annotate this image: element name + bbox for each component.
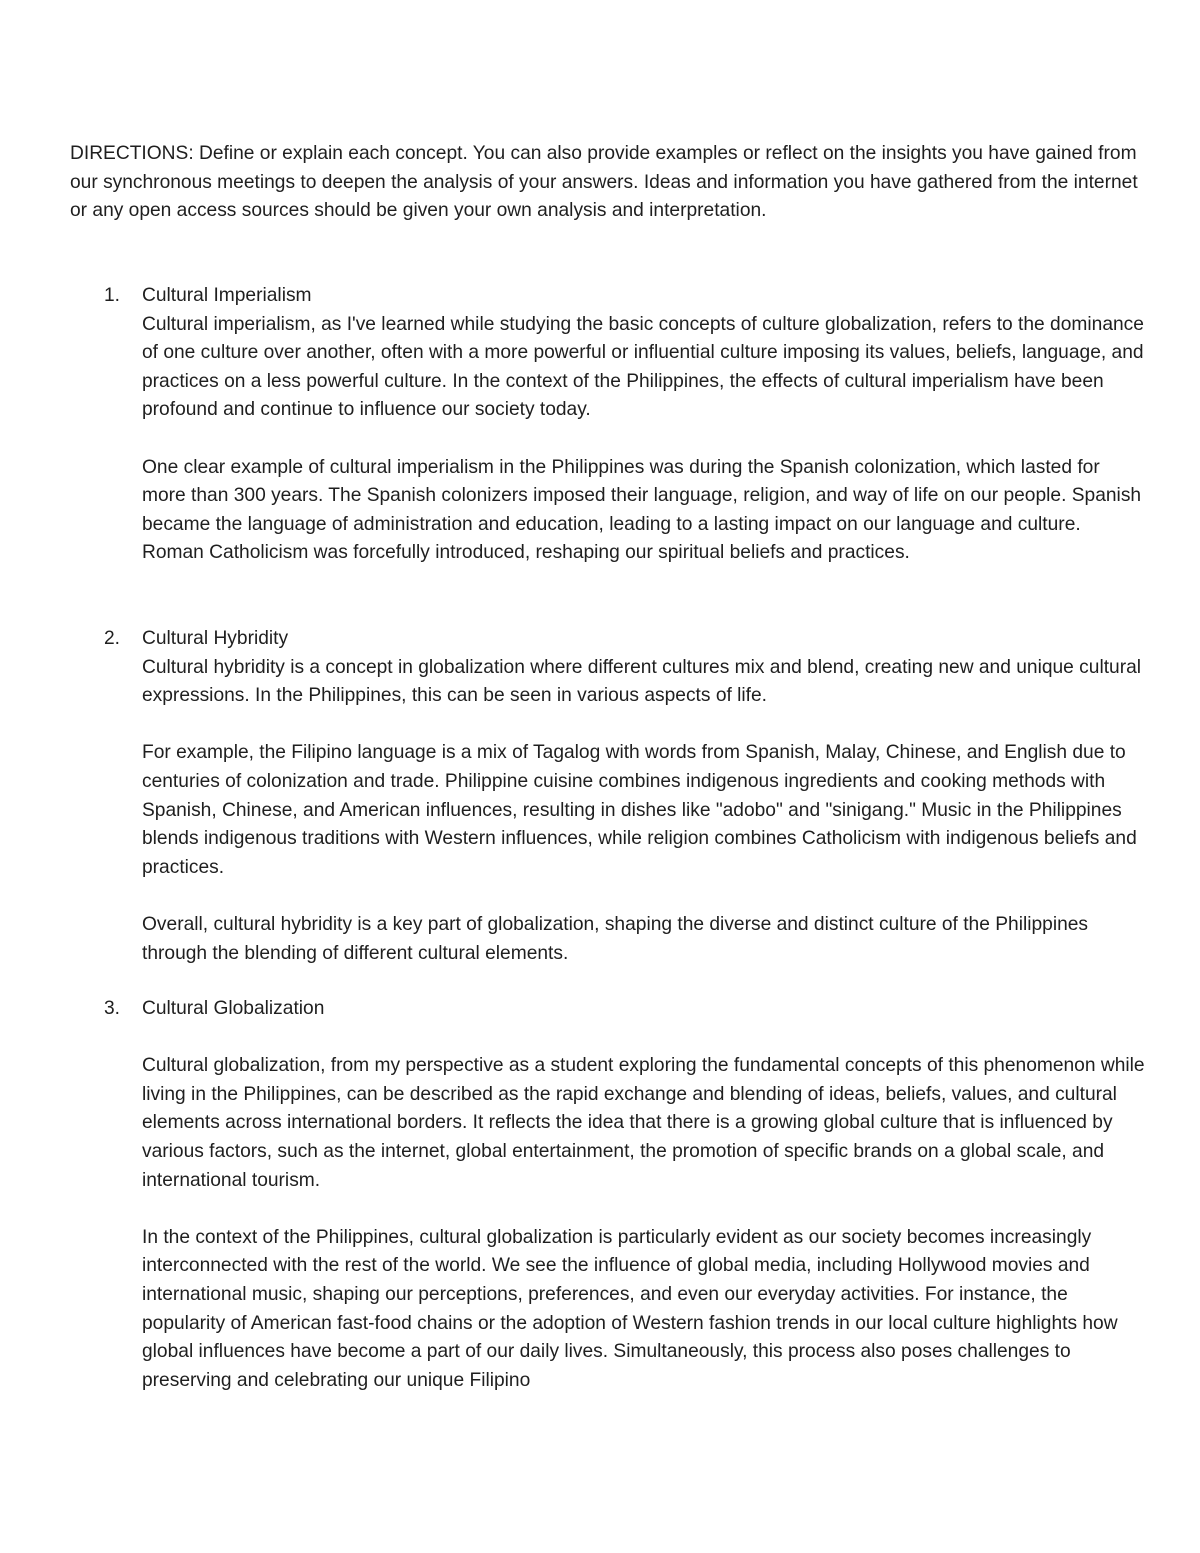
item-title: Cultural Hybridity (142, 628, 289, 649)
list-item-number: 1. (104, 285, 121, 306)
item-title: Cultural Globalization (142, 998, 325, 1019)
item-paragraph: In the context of the Philippines, cultural globalization is particularly evident as our society becomes increasingly interconnected with the rest of the world. We see the influence of global media, including Hollywood movies and international music, shaping our perceptions, preferences, and even our everyday activities. For instance, the popularity of American fast-food chains or the adoption of Western fashion trends in our local culture highlights how global influences have become a part of our daily lives. Simultaneously, this process also poses challenges to preserving and celebrating our unique Filipino (142, 1226, 1118, 1391)
list-item-body (142, 625, 1147, 968)
item-paragraph: For example, the Filipino language is a mix of Tagalog with words from Spanish, Malay, Chinese, and English due to centuries of colonization and trade. Philippine cuisine combines indigenous ingredients and cooking methods with Spanish, Chinese, and American influences, resulting in dishes like "adobo" and "sinigang." Music in the Philippines blends indigenous traditions with Western influences, while religion combines Catholicism with indigenous beliefs and practices. (142, 742, 1137, 878)
item-title: Cultural Imperialism (142, 285, 312, 306)
item-paragraph: Cultural globalization, from my perspective as a student exploring the fundamental concepts of this phenomenon while living in the Philippines, can be described as the rapid exchange and blending of ideas, beliefs, values, and cultural elements across international borders. It reflects the idea that there is a growing global culture that is influenced by various factors, such as the internet, global entertainment, the promotion of specific brands on a global scale, and international tourism. (142, 1055, 1145, 1191)
list-item-number: 2. (104, 628, 121, 649)
list-item-body (142, 282, 1147, 568)
item-paragraph: One clear example of cultural imperialism in the Philippines was during the Spanish colonization, which lasted for more than 300 years. The Spanish colonizers imposed their language, religion, and way of life on our people. Spanish became the language of administration and education, leading to a lasting impact on our language and culture. Roman Catholicism was forcefully introduced, reshaping our spiritual beliefs and practices. (142, 456, 1142, 564)
directions-paragraph: DIRECTIONS: Define or explain each concept. You can also provide examples or reflect on the insights you have gained from our synchronous meetings to deepen the analysis of your answers. Ideas and information you have gathered from the internet or any open access sources should be given your own analysis and interpretation. (70, 143, 1138, 222)
item-paragraph: Cultural imperialism, as I've learned while studying the basic concepts of culture globalization, refers to the dominance of one culture over another, often with a more powerful or influential culture imposing its values, beliefs, language, and practices on a less powerful culture. In the context of the Philippines, the effects of cultural imperialism have been profound and continue to influence our society today. (142, 313, 1144, 421)
item-paragraph: Overall, cultural hybridity is a key part of globalization, shaping the diverse and distinct culture of the Philippines through the blending of different cultural elements. (142, 913, 1089, 964)
item-paragraph: Cultural hybridity is a concept in globalization where different cultures mix and blend, creating new and unique cultural expressions. In the Philippines, this can be seen in various aspects of life. (142, 656, 1142, 707)
list-item-number: 3. (104, 998, 121, 1019)
list-item-body (142, 995, 1147, 1395)
